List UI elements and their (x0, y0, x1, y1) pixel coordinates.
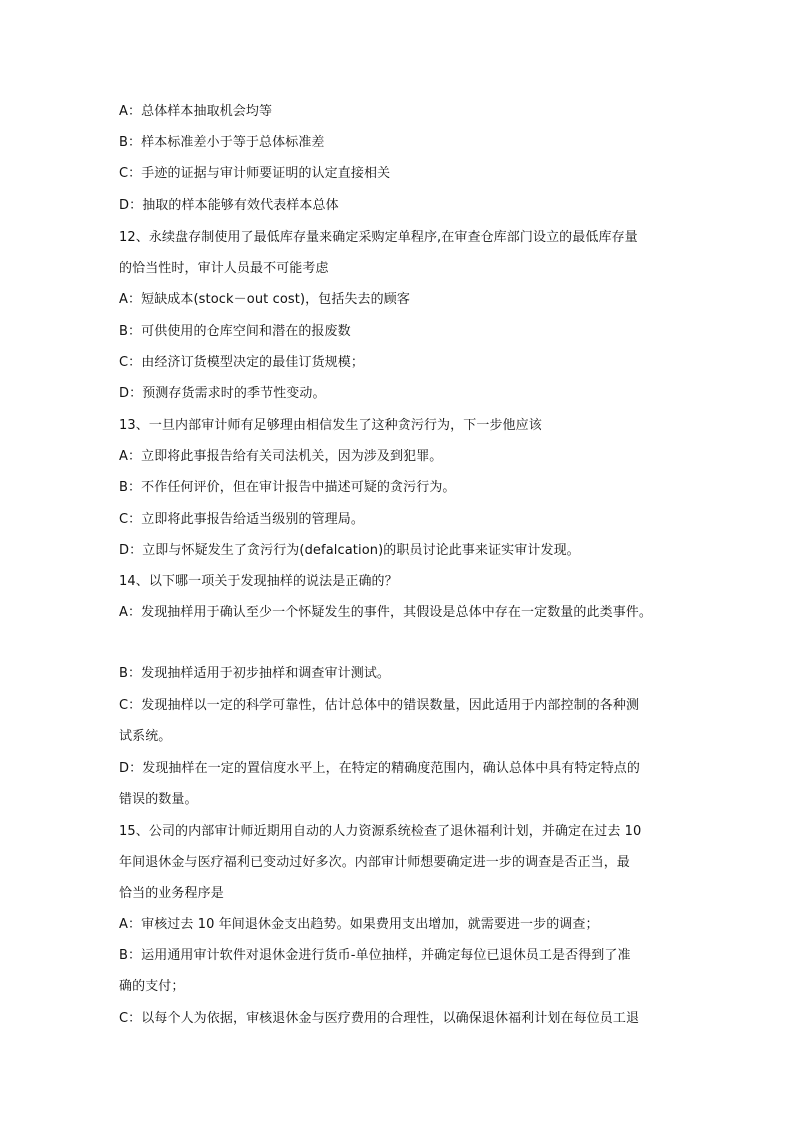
option-c-q15: C：以每个人为依据，审核退休金与医疗费用的合理性，以确保退休福利计划在每位员工退 (119, 1011, 640, 1026)
option-c-q13: C：立即将此事报告给适当级别的管理局。 (119, 512, 364, 527)
option-c-q12: C：由经济订货模型决定的最佳订货规模； (119, 355, 364, 370)
option-d-q13: D：立即与怀疑发生了贪污行为(defalcation)的职员讨论此事来证实审计发现。 (119, 543, 580, 558)
question-15-cont-2: 恰当的业务程序是 (119, 886, 224, 901)
question-15: 15、公司的内部审计师近期用自动的人力资源系统检查了退休福利计划，并确定在过去 10 (119, 824, 642, 839)
question-15-cont-1: 年间退休金与医疗福利已变动过好多次。内部审计师想要确定进一步的调查是否正当，最 (119, 855, 630, 870)
option-b-q11: B：样本标准差小于等于总体标准差 (119, 135, 325, 150)
option-c-q14-cont: 试系统。 (119, 729, 172, 744)
option-b-q15-cont: 确的支付； (119, 979, 185, 994)
option-a-q11: A：总体样本抽取机会均等 (119, 104, 273, 119)
option-b-q13: B：不作任何评价，但在审计报告中描述可疑的贪污行为。 (119, 480, 456, 495)
option-a-q14: A：发现抽样用于确认至少一个怀疑发生的事件，其假设是总体中存在一定数量的此类事件。 (119, 605, 652, 620)
question-13: 13、一旦内部审计师有足够理由相信发生了这种贪污行为，下一步他应该 (119, 418, 542, 433)
question-12-cont: 的恰当性时，审计人员最不可能考虑 (119, 261, 329, 276)
option-d-q14: D：发现抽样在一定的置信度水平上，在特定的精确度范围内，确认总体中具有特定特点的 (119, 761, 641, 776)
option-d-q14-cont: 错误的数量。 (119, 792, 198, 807)
option-a-q12: A：短缺成本(stock－out cost)，包括失去的顾客 (119, 292, 410, 307)
option-a-q13: A：立即将此事报告给有关司法机关，因为涉及到犯罪。 (119, 449, 443, 464)
option-b-q14: B：发现抽样适用于初步抽样和调查审计测试。 (119, 666, 391, 681)
option-d-q11: D：抽取的样本能够有效代表样本总体 (119, 198, 339, 213)
option-d-q12: D：预测存货需求时的季节性变动。 (119, 386, 326, 401)
question-12: 12、永续盘存制使用了最低库存量来确定采购定单程序,在审查仓库部门设立的最低库存量 (119, 230, 638, 245)
option-a-q15: A：审核过去 10 年间退休金支出趋势。如果费用支出增加，就需要进一步的调查； (119, 917, 599, 932)
option-c-q14: C：发现抽样以一定的科学可靠性，估计总体中的错误数量，因此适用于内部控制的各种测 (119, 698, 640, 713)
option-b-q12: B：可供使用的仓库空间和潜在的报废数 (119, 324, 351, 339)
option-c-q11: C：手迹的证据与审计师要证明的认定直接相关 (119, 166, 391, 181)
option-b-q15: B：运用通用审计软件对退休金进行货币-单位抽样，并确定每位已退休员工是否得到了准 (119, 948, 631, 963)
question-14: 14、以下哪一项关于发现抽样的说法是正确的？ (119, 574, 398, 589)
